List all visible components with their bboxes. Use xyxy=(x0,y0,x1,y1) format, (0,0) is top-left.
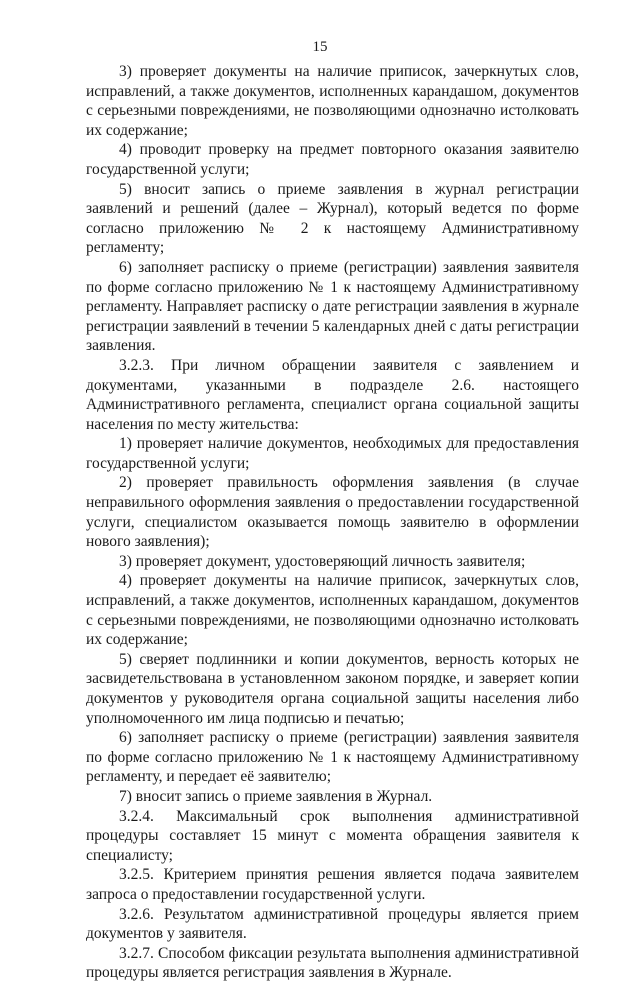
paragraph: 3) проверяет документы на наличие приписок, зачеркнутых слов, исправлений, а также документов, исполненных карандашом, документов с серьезными повреждениями, не позволяющими однозначно истолковать их содержание; xyxy=(86,63,579,139)
paragraph: 6) заполняет расписку о приеме (регистрации) заявления заявителя по форме согласно приложению № 1 к настоящему Административному регламенту. Направляет расписку о дате регистрации заявления в журнале регистрации заявлений в течении 5 календарных дней с даты регистрации заявления. xyxy=(86,258,579,355)
paragraph: 3.2.5. Критерием принятия решения является подача заявителем запроса о предоставлении государственной услуги. xyxy=(86,866,579,903)
paragraph: 7) вносит запись о приеме заявления в Журнал. xyxy=(119,787,433,805)
paragraph: 5) сверяет подлинники и копии документов, верность которых не засвидетельствована в установленном законом порядке, и заверяет копии документов у руководителя органа социальной защиты населения либо уполномоченного им лица подписью и печатью; xyxy=(86,650,579,727)
paragraph: 3.2.4. Максимальный срок выполнения административной процедуры составляет 15 минут с момента обращения заявителя к специалисту; xyxy=(86,807,579,864)
paragraph: 3) проверяет документ, удостоверяющий личность заявителя; xyxy=(119,552,526,570)
paragraph: 4) проверяет документы на наличие приписок, зачеркнутых слов, исправлений, а также документов, исполненных карандашом, документов с серьезными повреждениями, не позволяющими однозначно истолковать их содержание; xyxy=(86,572,579,649)
document-body xyxy=(86,62,579,983)
paragraph: 2) проверяет правильность оформления заявления (в случае неправильного оформления заявления о предоставлении государственной услуги, специалистом оказывается помощь заявителю в оформлении нового заявления); xyxy=(86,474,579,551)
paragraph: 3.2.3. При личном обращении заявителя с заявлением и документами, указанными в подразделе 2.6. настоящего Административного регламента, специалист органа социальной защиты населения по месту жительства: xyxy=(86,356,579,433)
paragraph: 3.2.6. Результатом административной процедуры является прием документов у заявителя. xyxy=(86,905,579,943)
paragraph: 3.2.7. Способом фиксации результата выполнения административной процедуры является регистрация заявления в Журнале. xyxy=(86,944,579,982)
paragraph: 1) проверяет наличие документов, необходимых для предоставления государственной услуги; xyxy=(86,435,579,472)
paragraph: 6) заполняет расписку о приеме (регистрации) заявления заявителя по форме согласно приложению № 1 к настоящему Административному регламенту, и передает её заявителю; xyxy=(86,729,579,786)
paragraph: 4) проводит проверку на предмет повторного оказания заявителю государственной услуги; xyxy=(86,141,579,178)
page-number: 15 xyxy=(312,39,328,55)
paragraph: 5) вносит запись о приеме заявления в журнал регистрации заявлений и решений (далее – Журнал), который ведется по форме согласно приложению № 2 к настоящему Административному регламенту; xyxy=(86,180,579,257)
